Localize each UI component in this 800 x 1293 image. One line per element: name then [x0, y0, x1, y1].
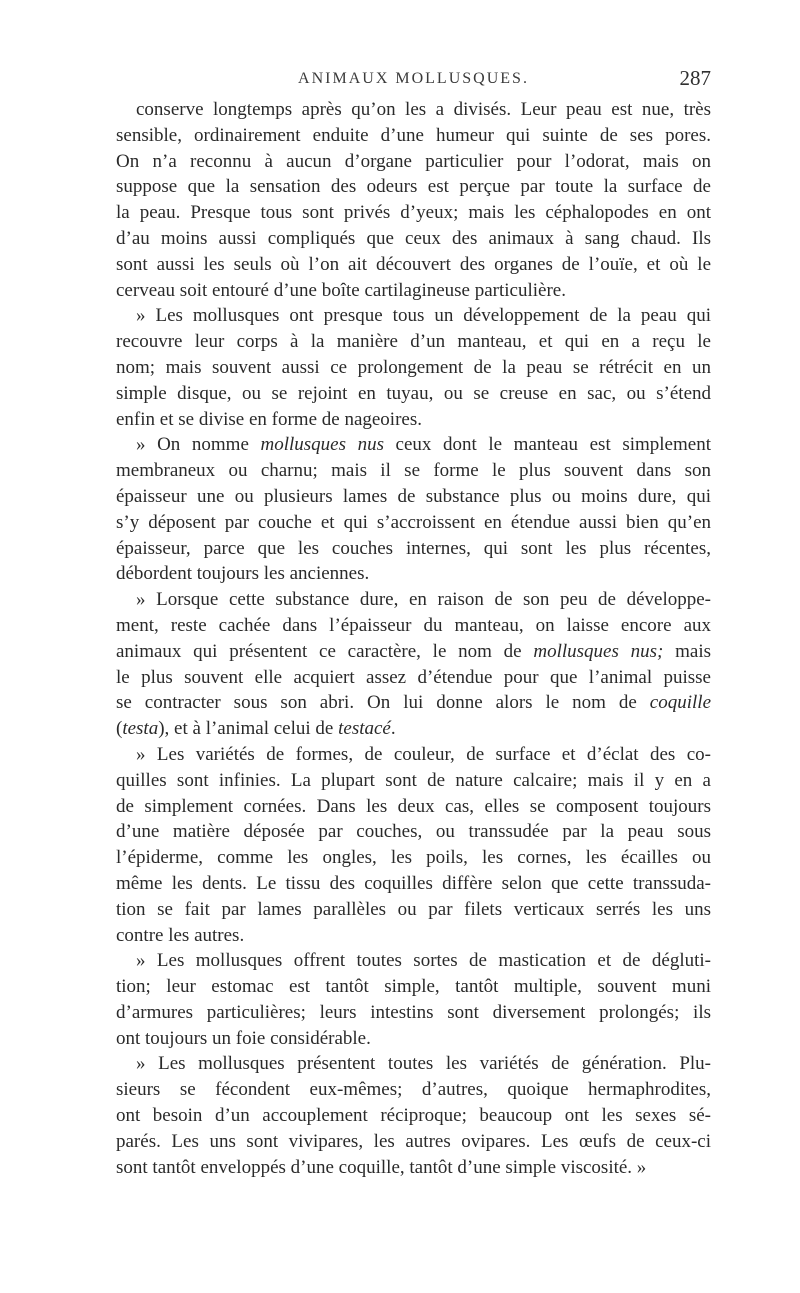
- paragraph-line: suppose que la sensation des odeurs est perçue par toute la surface de: [116, 176, 711, 198]
- text-segment: (: [116, 718, 123, 740]
- paragraph-line: de simplement cornées. Dans les deux cas, elles se composent toujours: [116, 795, 711, 817]
- text-segment: » On nomme: [136, 434, 261, 456]
- paragraph-line: [116, 690, 711, 716]
- paragraph-line: » Les mollusques ont presque tous un développement de la peau qui: [136, 305, 711, 327]
- paragraph-line: ont besoin d’un accouplement réciproque; beaucoup ont les sexes sé-: [116, 1105, 711, 1127]
- paragraph-line: » Les mollusques offrent toutes sortes de mastication et de dégluti-: [136, 950, 711, 972]
- paragraph-line: tion se fait par lames parallèles ou par filets verticaux serrés les uns: [116, 898, 711, 920]
- body-text: [116, 97, 711, 1180]
- paragraph-line: » Lorsque cette substance dure, en raison de son peu de développe-: [136, 589, 711, 611]
- paragraph-line: [116, 432, 711, 458]
- text-segment: se contracter sous son abri. On lui donne alors le nom de: [116, 692, 650, 714]
- italic-term: testacé: [338, 718, 391, 740]
- paragraph-line: [116, 716, 711, 742]
- text-segment: animaux qui présentent ce caractère, le nom de: [116, 640, 534, 662]
- paragraph-line: ment, reste cachée dans l’épaisseur du manteau, on laisse encore aux: [116, 614, 711, 636]
- paragraph-line: nom; mais souvent aussi ce prolongement de la peau se rétrécit en un: [116, 356, 711, 378]
- paragraph-line: simple disque, ou se rejoint en tuyau, ou se creuse en sac, ou s’étend: [116, 382, 711, 404]
- paragraph-line: cerveau soit entouré d’une boîte cartilagineuse particulière.: [116, 279, 566, 301]
- text-segment: .: [390, 718, 396, 740]
- paragraph-line: contre les autres.: [116, 924, 245, 946]
- paragraph-line: le plus souvent elle acquiert assez d’étendue pour que l’animal puisse: [116, 666, 711, 688]
- paragraph-line: sensible, ordinairement enduite d’une humeur qui suinte de ses pores.: [116, 124, 711, 146]
- paragraph-line: débordent toujours les anciennes.: [116, 563, 370, 585]
- paragraph-line: sieurs se fécondent eux-mêmes; d’autres, quoique hermaphrodites,: [116, 1079, 711, 1101]
- italic-term: coquille: [649, 692, 711, 714]
- paragraph-line: l’épiderme, comme les ongles, les poils, les cornes, les écailles ou: [116, 847, 711, 869]
- paragraph-line: recouvre leur corps à la manière d’un manteau, et qui en a reçu le: [116, 331, 711, 353]
- paragraph-line: d’une matière déposée par couches, ou transsudée par la peau sous: [116, 821, 711, 843]
- paragraph-line: d’au moins aussi compliqués que ceux des animaux à sang chaud. Ils: [116, 227, 711, 249]
- paragraph-line: sont tantôt enveloppés d’une coquille, tantôt d’une simple viscosité. »: [116, 1156, 647, 1178]
- text-segment: mais: [663, 640, 711, 662]
- paragraph-line: sont aussi les seuls où l’on ait découvert des organes de l’ouïe, et où le: [116, 253, 711, 275]
- paragraph-line: membraneux ou charnu; mais il se forme le plus souvent dans son: [116, 460, 711, 482]
- paragraph-line: ont toujours un foie considérable.: [116, 1027, 371, 1049]
- paragraph-line: d’armures particulières; leurs intestins sont diversement prolongés; ils: [116, 1001, 711, 1023]
- paragraph-line: épaisseur, parce que les couches internes, qui sont les plus récentes,: [116, 537, 711, 559]
- paragraph-line: conserve longtemps après qu’on les a divisés. Leur peau est nue, très: [136, 99, 711, 120]
- text-segment: ceux dont le manteau est simplement: [383, 434, 711, 456]
- paragraph-line: [116, 639, 711, 665]
- paragraph-line: parés. Les uns sont vivipares, les autres ovipares. Les œufs de ceux-ci: [116, 1130, 711, 1152]
- text-segment: ), et à l’animal celui de: [158, 718, 339, 740]
- italic-term: mollusques nus: [260, 434, 384, 456]
- paragraph-line: épaisseur une ou plusieurs lames de substance plus ou moins dure, qui: [116, 485, 711, 507]
- running-title: ANIMAUX MOLLUSQUES.: [298, 70, 529, 87]
- paragraph-line: quilles sont infinies. La plupart sont de nature calcaire; mais il y en a: [116, 769, 711, 791]
- paragraph-line: la peau. Presque tous sont privés d’yeux; mais les céphalopodes en ont: [116, 202, 711, 224]
- italic-term: testa: [122, 718, 159, 740]
- paragraph-line: On n’a reconnu à aucun d’organe particulier pour l’odorat, mais on: [116, 150, 711, 172]
- italic-term: mollusques nus;: [533, 640, 664, 662]
- running-head: [116, 64, 711, 94]
- paragraph-line: tion; leur estomac est tantôt simple, tantôt multiple, souvent muni: [116, 976, 711, 998]
- paragraph-line: même les dents. Le tissu des coquilles diffère selon que cette transsuda-: [116, 872, 711, 894]
- paragraph-line: » Les variétés de formes, de couleur, de surface et d’éclat des co-: [136, 743, 711, 765]
- page-number: 287: [679, 66, 711, 90]
- paragraph-line: enfin et se divise en forme de nageoires.: [116, 408, 422, 430]
- paragraph-line: s’y déposent par couche et qui s’accroissent en étendue aussi bien qu’en: [116, 511, 711, 533]
- paragraph-line: » Les mollusques présentent toutes les variétés de génération. Plu-: [136, 1053, 711, 1075]
